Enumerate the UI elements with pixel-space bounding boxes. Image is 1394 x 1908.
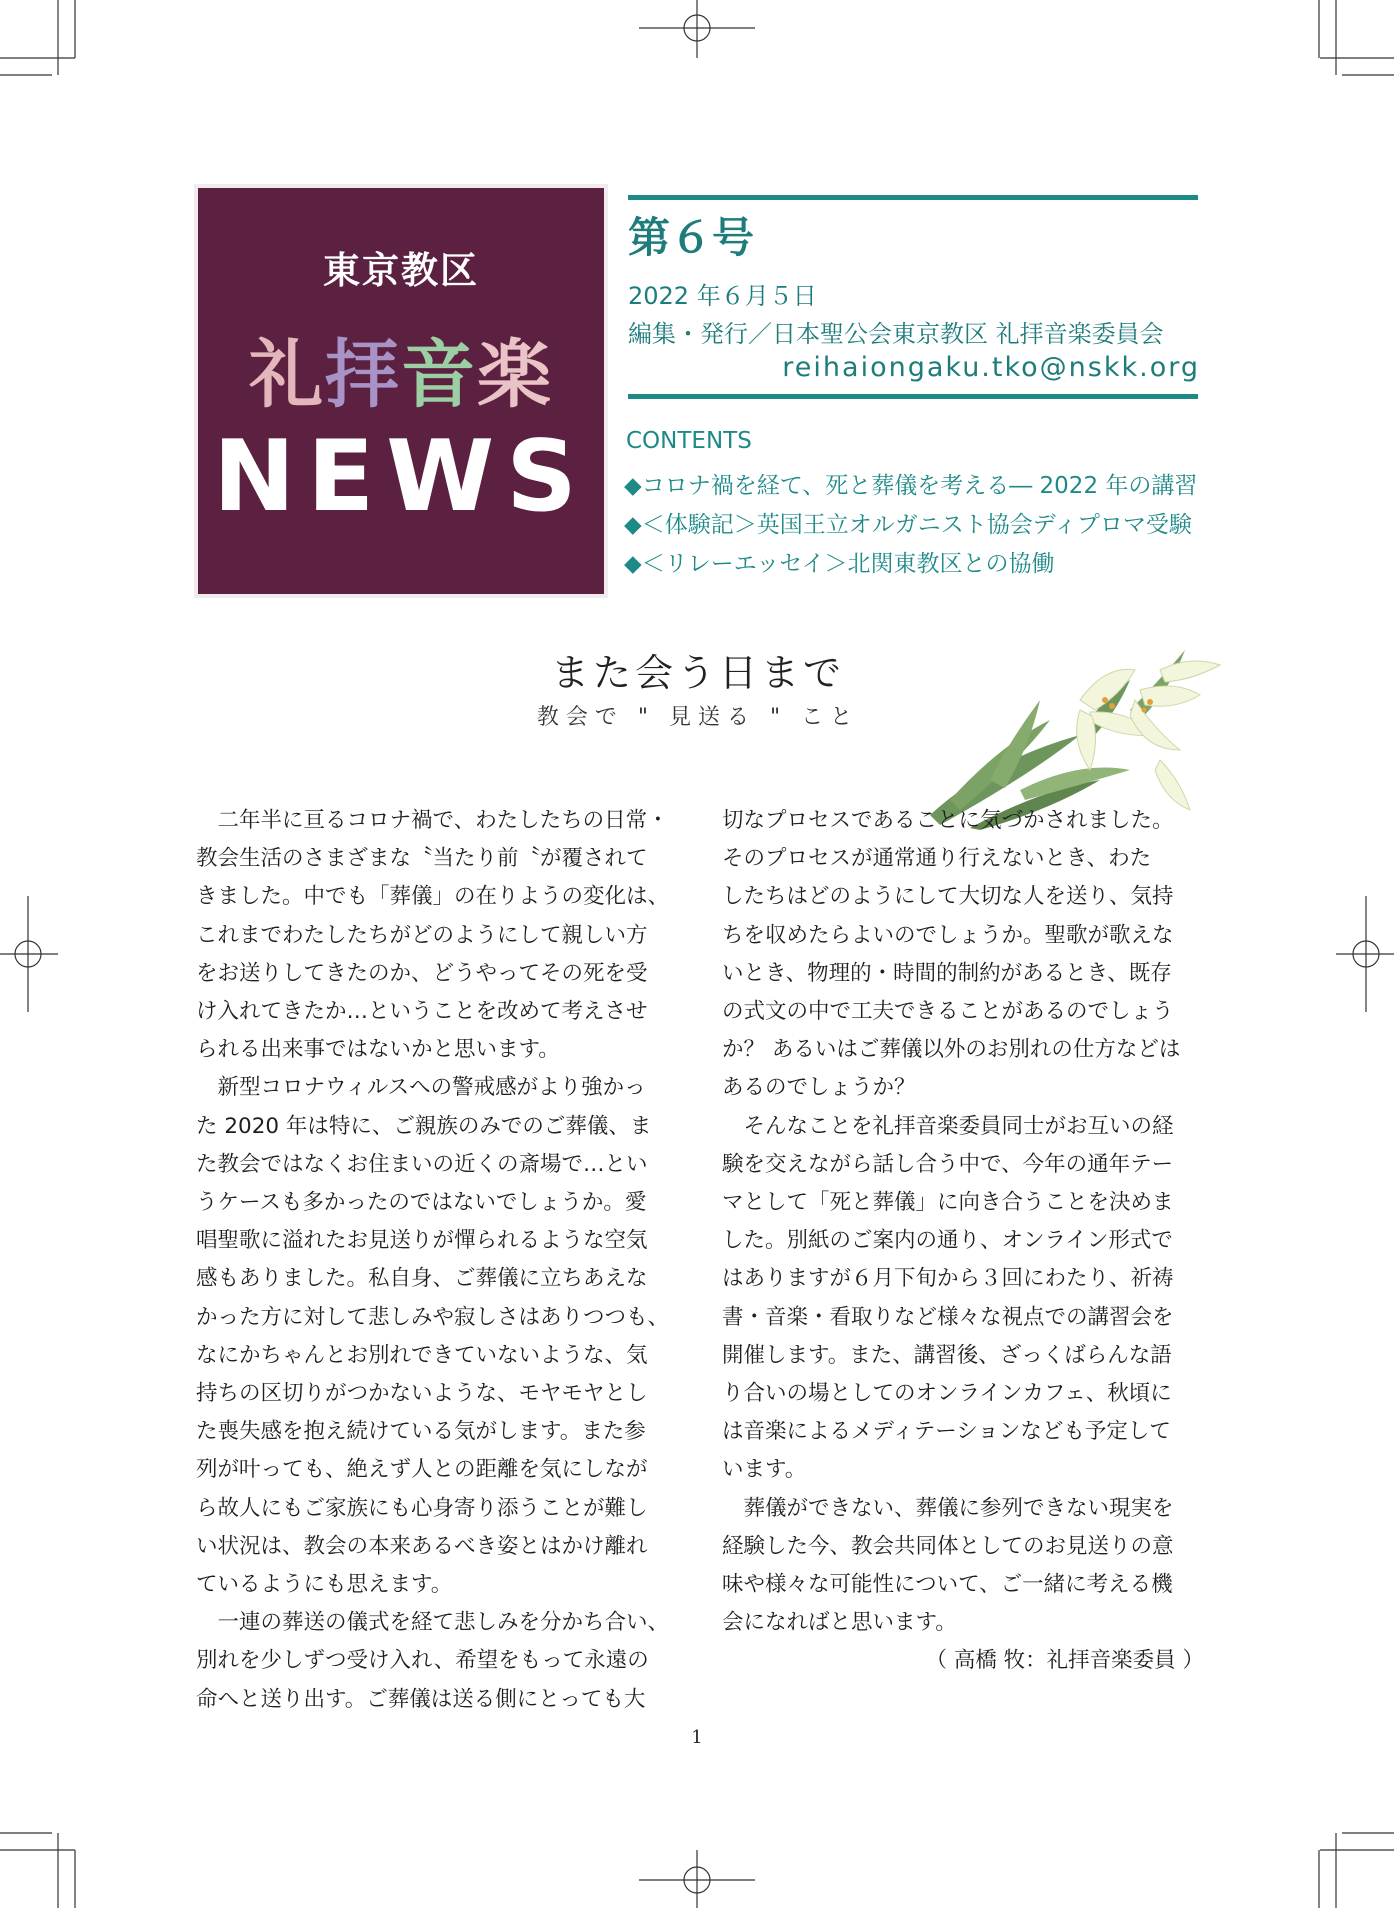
masthead-org: 東京教区 xyxy=(323,249,479,292)
text-line: 経験した今、教会共同体としてのお見送りの意 xyxy=(722,1533,1174,1559)
text-line: いとき、物理的・時間的制約があるとき、既存 xyxy=(722,960,1172,986)
text-line: け入れてきたか…ということを改めて考えさせ xyxy=(196,999,648,1025)
text-line: ちを収めたらよいのでしょうか。聖歌が歌えな xyxy=(722,922,1174,948)
text-line: そんなことを礼拝音楽委員同士がお互いの経 xyxy=(722,1113,1174,1139)
text-line: 味や様々な可能性について、ご一緒に考える機 xyxy=(722,1572,1173,1598)
text-line: た喪失感を抱え続けている気がします。また参 xyxy=(196,1419,646,1445)
contact-email: reihaiongaku.tko@nskk.org xyxy=(782,352,1200,383)
contents-label: CONTENTS xyxy=(626,428,752,454)
title-char: 拝 xyxy=(325,332,401,418)
text-line: 会になればと思います。 xyxy=(722,1610,957,1636)
text-line: 持ちの区切りがつかないような、モヤモヤとし xyxy=(196,1381,648,1407)
text-line: かった方に対して悲しみや寂しさはありつつも、 xyxy=(196,1304,670,1330)
text-line: 葬儀ができない、葬儀に参列できない現実を xyxy=(722,1495,1174,1521)
contents-item: ◆＜リレーエッセイ＞北関東教区との協働 xyxy=(624,551,1055,577)
text-line: なにかちゃんとお別れできていないような、気 xyxy=(196,1342,648,1368)
article-column-1 xyxy=(196,802,676,1719)
text-line: はありますが６月下旬から３回にわたり、祈祷 xyxy=(722,1266,1174,1292)
text-line: したちはどのようにして大切な人を送り、気持 xyxy=(722,884,1174,910)
text-line: 新型コロナウィルスへの警戒感がより強かっ xyxy=(196,1075,646,1101)
text-line: あるのでしょうか？ xyxy=(722,1075,916,1101)
header-rule-bottom xyxy=(628,394,1198,399)
text-line: られる出来事ではないかと思います。 xyxy=(196,1037,560,1063)
text-line: をお送りしてきたのか、どうやってその死を受 xyxy=(196,960,648,986)
text-line: い状況は、教会の本来あるべき姿とはかけ離れ xyxy=(196,1533,648,1559)
article-title: また会う日まで xyxy=(550,651,845,695)
page-number: 1 xyxy=(691,1727,703,1748)
text-line: 二年半に亘るコロナ禍で、わたしたちの日常・ xyxy=(196,808,669,833)
text-line: これまでわたしたちがどのようにして親しい方 xyxy=(196,922,648,948)
text-line: た教会ではなくお住まいの近くの斎場で…とい xyxy=(196,1151,648,1177)
text-line: は音楽によるメディテーションなども予定して xyxy=(722,1419,1171,1445)
text-line: か？ あるいはご葬儀以外のお別れの仕方などは xyxy=(722,1037,1181,1063)
text-line: 一連の葬送の儀式を経て悲しみを分かち合い、 xyxy=(196,1610,670,1636)
contents-item: ◆＜体験記＞英国王立オルガニスト協会ディプロマ受験 xyxy=(624,512,1192,538)
masthead-title xyxy=(198,316,604,422)
text-line: り合いの場としてのオンラインカフェ、秋頃に xyxy=(722,1381,1172,1407)
text-line: そのプロセスが通常通り行えないとき、わた xyxy=(722,846,1152,872)
title-char: 礼 xyxy=(249,332,325,418)
text-line: した。別紙のご案内の通り、オンライン形式で xyxy=(722,1228,1173,1254)
author-signature: （ 高橋 牧：礼拝音楽委員 ） xyxy=(925,1648,1204,1674)
text-line: ら故人にもご家族にも心身寄り添うことが難し xyxy=(196,1495,648,1521)
text-line: 教会生活のさまざまな〝当たり前〝が覆されて xyxy=(196,846,648,872)
text-line: 唱聖歌に溢れたお見送りが憚られるような空気 xyxy=(196,1228,648,1254)
title-char: 音 xyxy=(401,332,477,418)
editor-line: 編集・発行／日本聖公会東京教区 礼拝音楽委員会 xyxy=(628,320,1164,348)
text-line: 切なプロセスであることに気づかされました。 xyxy=(722,808,1174,833)
title-char: 楽 xyxy=(477,332,553,418)
text-line: 別れを少しずつ受け入れ、希望をもって永遠の xyxy=(196,1648,649,1674)
masthead xyxy=(198,188,604,594)
article-column-2 xyxy=(722,802,1204,1681)
text-line: ているようにも思えます。 xyxy=(196,1572,453,1598)
text-line: います。 xyxy=(722,1457,807,1483)
text-line: 感もありました。私自身、ご葬儀に立ちあえな xyxy=(196,1266,648,1292)
text-line: うケースも多かったのではないでしょうか。愛 xyxy=(196,1190,647,1216)
issue-date: 2022 年６月５日 xyxy=(628,282,817,310)
article-subtitle: 教会で " 見送る " こと xyxy=(536,705,860,730)
text-line: た 2020 年は特に、ご親族のみでのご葬儀、ま xyxy=(196,1113,652,1139)
text-line: の式文の中で工夫できることがあるのでしょう xyxy=(722,999,1174,1025)
text-line: 命へと送り出す。ご葬儀は送る側にとっても大 xyxy=(196,1686,646,1712)
header-rule-top xyxy=(628,195,1198,200)
text-line: きました。中でも「葬儀」の在りようの変化は、 xyxy=(196,884,670,910)
text-line: マとして「死と葬儀」に向き合うことを決めま xyxy=(722,1190,1174,1216)
issue-number: 第６号 xyxy=(628,213,755,262)
text-line: 列が叶っても、絶えず人との距離を気にしなが xyxy=(196,1457,648,1483)
text-line: 書・音楽・看取りなど様々な視点での講習会を xyxy=(722,1304,1174,1330)
text-line: 開催します。また、講習後、ざっくばらんな語 xyxy=(722,1342,1172,1368)
contents-item: ◆コロナ禍を経て、死と葬儀を考える― 2022 年の講習 xyxy=(624,473,1198,499)
masthead-news: NEWS xyxy=(213,420,589,534)
text-line: 験を交えながら話し合う中で、今年の通年テー xyxy=(722,1151,1174,1177)
